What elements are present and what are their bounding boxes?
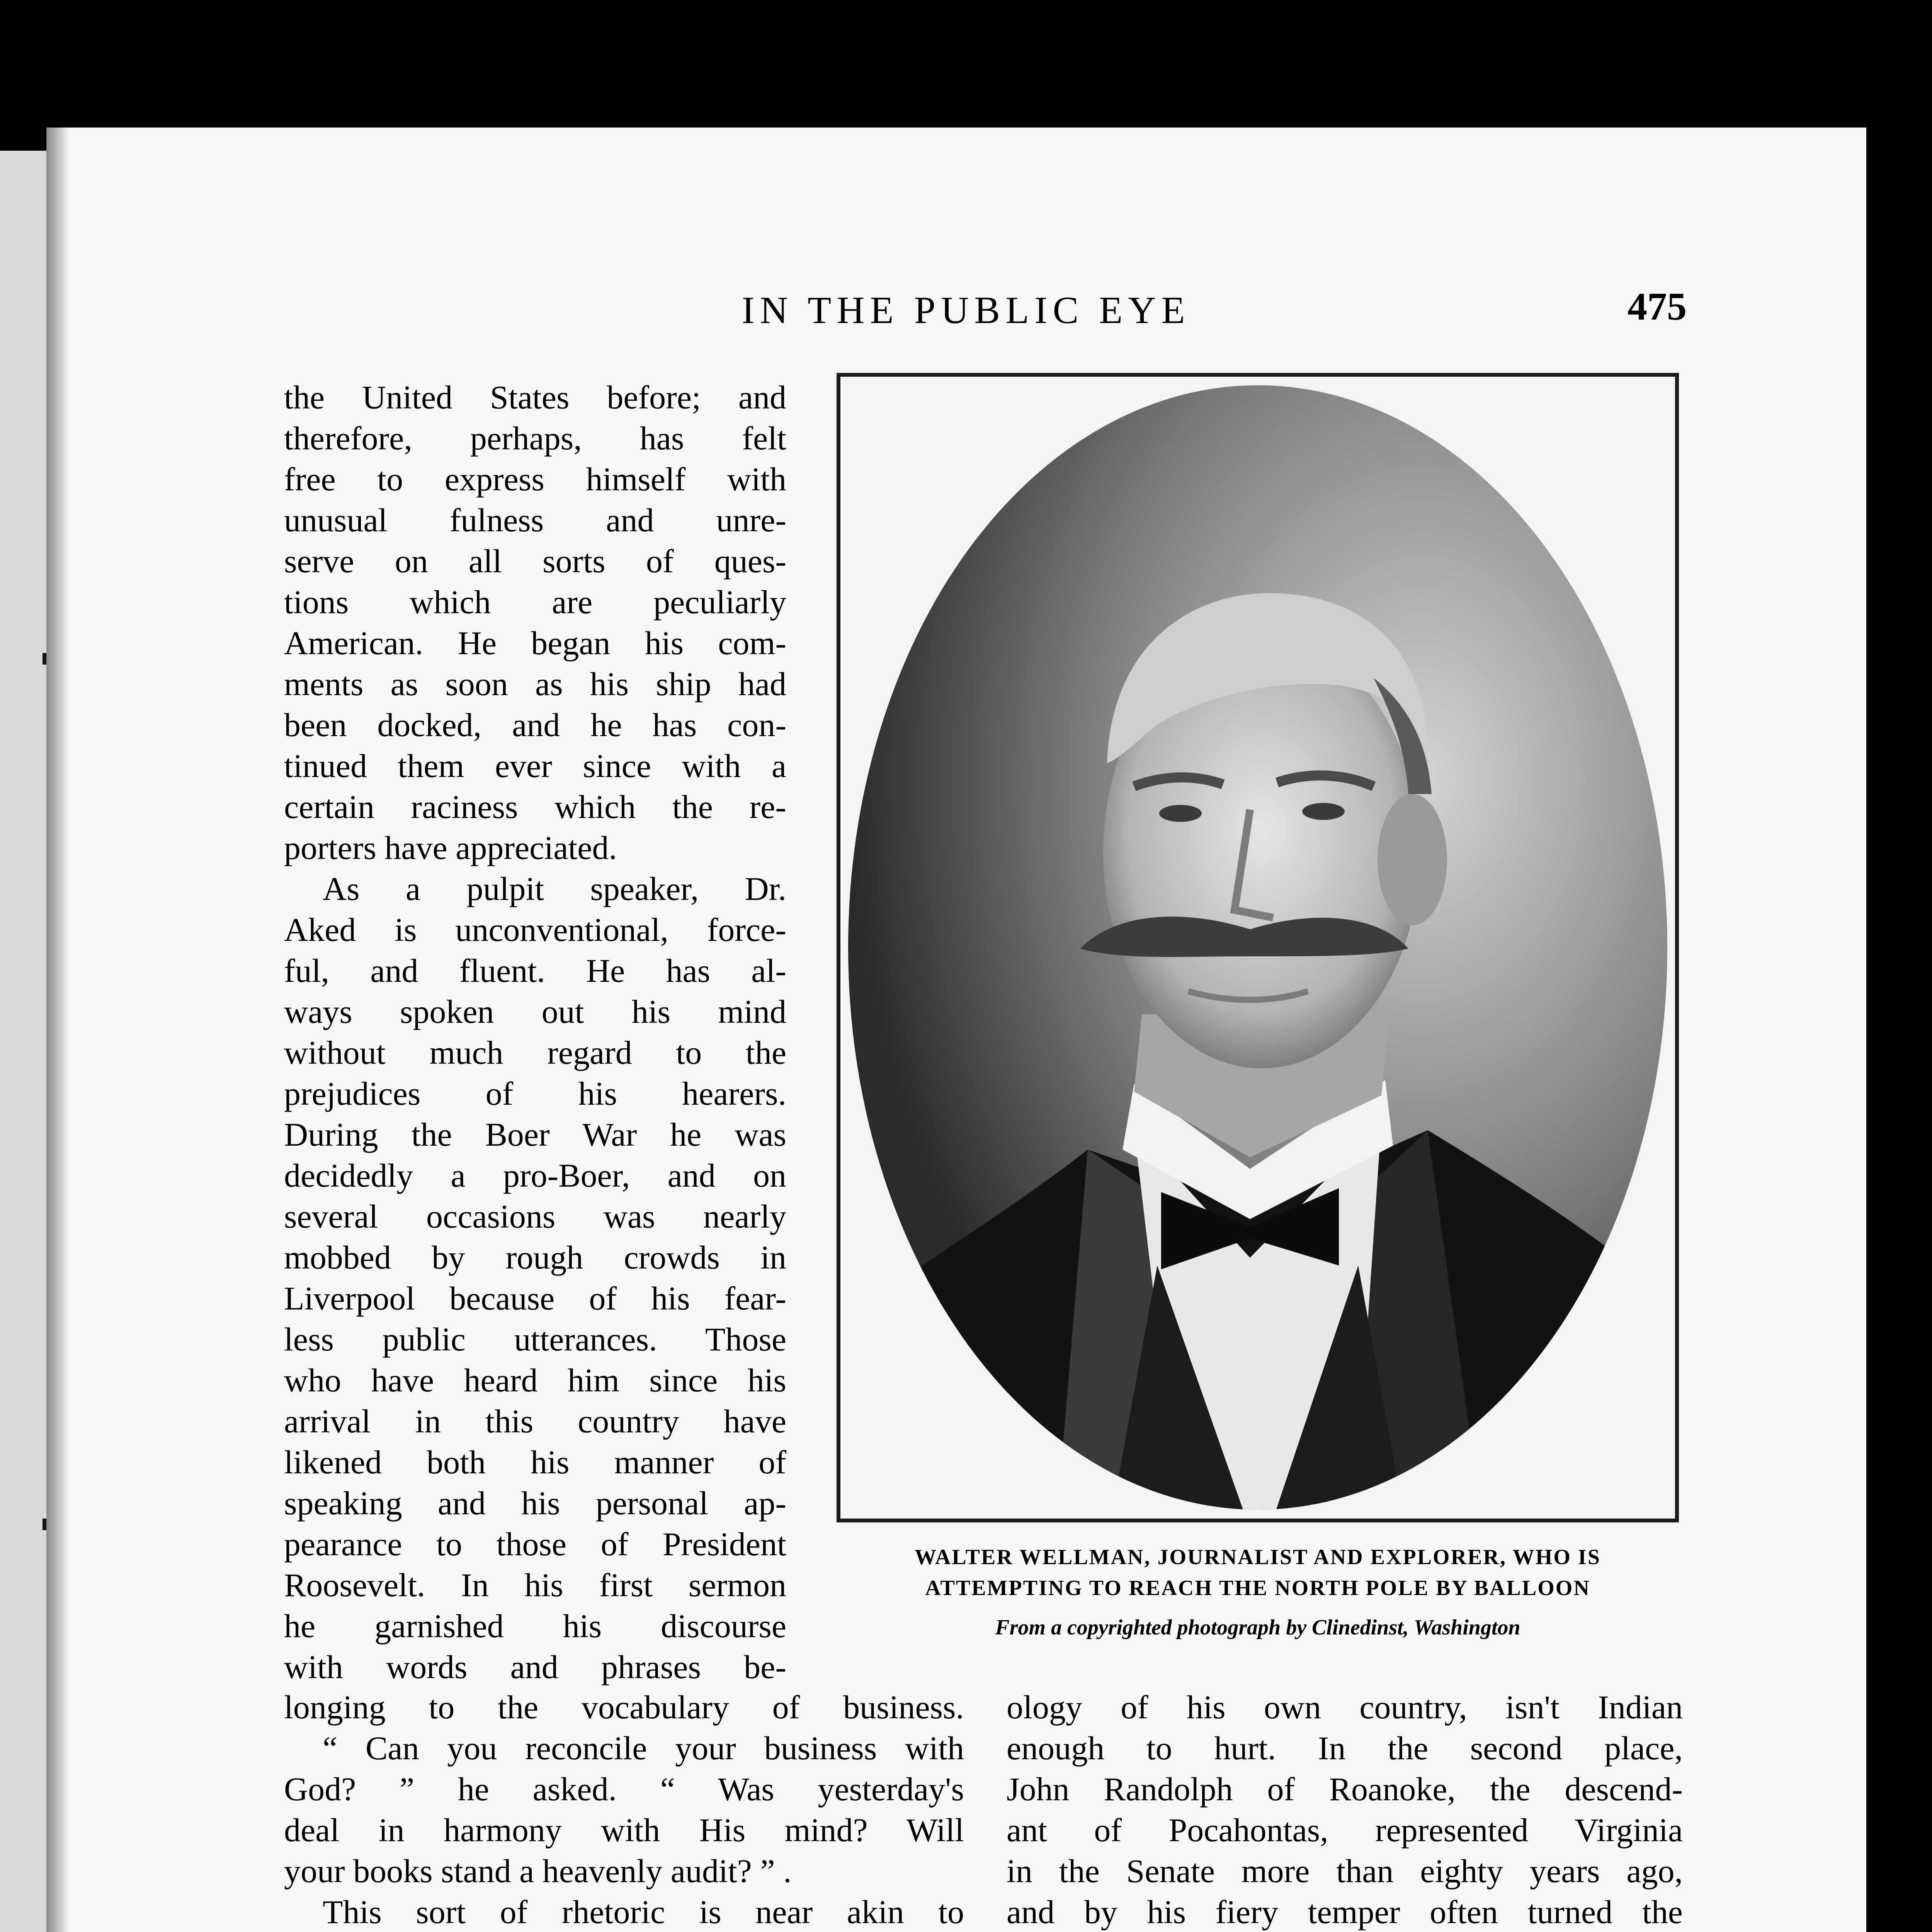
photo-credit: From a copyrighted photograph by Clinedinst, Washington bbox=[995, 1616, 1520, 1639]
text-line: been docked, and he has con- bbox=[284, 706, 786, 743]
text-line: certain raciness which the re- bbox=[284, 788, 786, 825]
text-line: unusual fulness and unre- bbox=[284, 502, 786, 539]
running-head: IN THE PUBLIC EYE bbox=[742, 289, 1190, 332]
portrait-image bbox=[840, 377, 1675, 1519]
text-line: prejudices of his hearers. bbox=[284, 1075, 786, 1112]
text-line: therefore, perhaps, has felt bbox=[284, 420, 786, 457]
text-line: the United States before; and bbox=[284, 379, 786, 416]
text-line: ful, and fluent. He has al- bbox=[284, 952, 786, 989]
text-line: in the Senate more than eighty years ago, bbox=[1007, 1852, 1683, 1889]
page-number: 475 bbox=[1628, 285, 1687, 328]
column-a bbox=[284, 377, 786, 1687]
text-line: During the Boer War he was bbox=[284, 1116, 786, 1153]
text-line: likened both his manner of bbox=[284, 1444, 786, 1481]
text-line: pearance to those of President bbox=[284, 1526, 786, 1563]
text-line: speaking and his personal ap- bbox=[284, 1485, 786, 1522]
text-line: tinued them ever since with a bbox=[284, 747, 786, 784]
text-line: without much regard to the bbox=[284, 1034, 786, 1071]
text-line: serve on all sorts of ques- bbox=[284, 543, 786, 580]
scan-border-top bbox=[0, 0, 1932, 128]
text-line: Aked is unconventional, force- bbox=[284, 911, 786, 948]
text-line: God? ” he asked. “ Was yesterday's bbox=[284, 1770, 964, 1808]
text-line: your books stand a heavenly audit? ” . bbox=[284, 1852, 792, 1889]
caption-line: ATTEMPTING TO REACH THE NORTH POLE BY BALLOON bbox=[925, 1576, 1590, 1600]
column-b bbox=[284, 1687, 964, 1932]
column-c bbox=[1007, 1687, 1683, 1932]
text-line: with words and phrases be- bbox=[284, 1648, 786, 1685]
text-line: American. He began his com- bbox=[284, 624, 786, 662]
caption-line: WALTER WELLMAN, JOURNALIST AND EXPLORER, WHO IS bbox=[915, 1545, 1601, 1569]
text-line: As a pulpit speaker, Dr. bbox=[323, 870, 786, 907]
text-line: decidedly a pro-Boer, and on bbox=[284, 1157, 786, 1194]
text-line: Roosevelt. In his first sermon bbox=[284, 1566, 786, 1604]
text-line: he garnished his discourse bbox=[284, 1607, 786, 1645]
gutter-shadow bbox=[46, 128, 70, 1932]
text-line: enough to hurt. In the second place, bbox=[1007, 1730, 1683, 1767]
photo-caption bbox=[819, 1542, 1696, 1604]
text-line: arrival in this country have bbox=[284, 1403, 786, 1440]
text-line: John Randolph of Roanoke, the descend- bbox=[1007, 1770, 1683, 1808]
text-line: ology of his own country, isn't Indian bbox=[1007, 1689, 1683, 1726]
text-line: who have heard him since his bbox=[284, 1362, 786, 1399]
text-line: and by his fiery temper often turned the bbox=[1007, 1893, 1683, 1930]
text-line: mobbed by rough crowds in bbox=[284, 1239, 786, 1276]
text-line: several occasions was nearly bbox=[284, 1198, 786, 1235]
text-line: ments as soon as his ship had bbox=[284, 665, 786, 702]
text-line: tions which are peculiarly bbox=[284, 583, 786, 621]
text-line: less public utterances. Those bbox=[284, 1321, 786, 1358]
text-line: porters have appreciated. bbox=[284, 829, 617, 866]
text-line: This sort of rhetoric is near akin to bbox=[323, 1893, 964, 1930]
text-line: longing to the vocabulary of business. bbox=[284, 1689, 964, 1726]
facing-page-edge bbox=[0, 151, 50, 1932]
portrait-photo bbox=[837, 373, 1679, 1522]
text-line: deal in harmony with His mind? Will bbox=[284, 1811, 964, 1849]
text-line: “ Can you reconcile your business with bbox=[323, 1730, 964, 1767]
text-line: Liverpool because of his fear- bbox=[284, 1280, 786, 1317]
text-line: free to express himself with bbox=[284, 461, 786, 498]
text-line: ant of Pocahontas, represented Virginia bbox=[1007, 1811, 1683, 1849]
text-line: ways spoken out his mind bbox=[284, 993, 786, 1030]
